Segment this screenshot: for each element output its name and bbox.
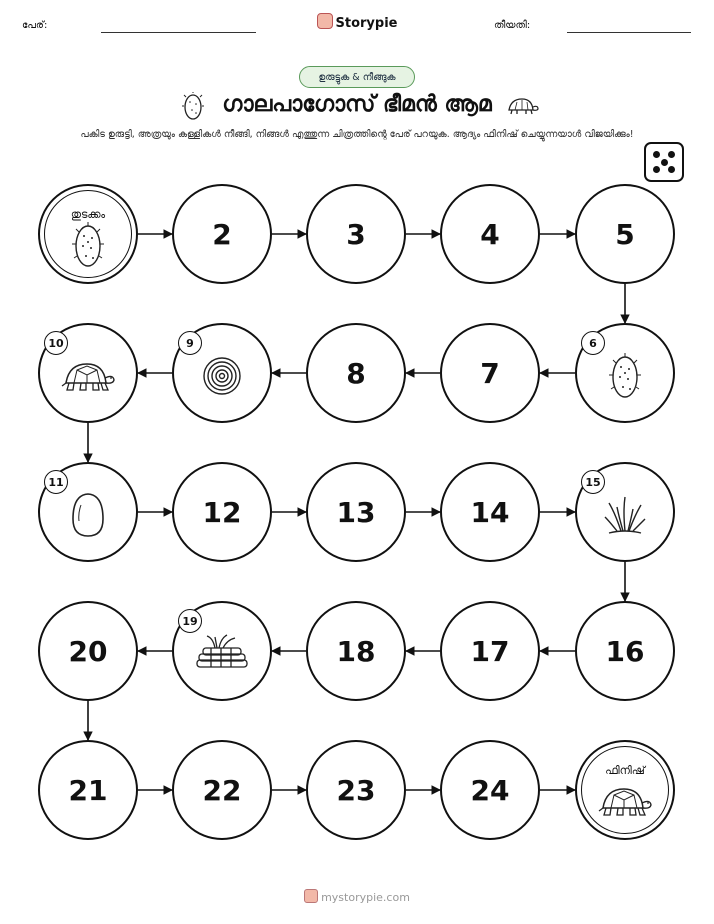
space-number: 24 [470,773,510,807]
board-space [306,323,406,423]
game-type-tag: ഉരുട്ടുക & നീങ്ങുക [299,66,415,88]
space-number: 16 [605,634,645,668]
space-number: 17 [470,634,510,668]
picture-space [172,601,272,701]
board-space [172,740,272,840]
finish-label: ഫിനിഷ് [605,764,645,777]
name-label: പേര്: [22,20,48,31]
cactus-icon [608,351,642,401]
board-space [172,462,272,562]
footer-url: mystorypie.com [321,891,410,904]
board-space [38,601,138,701]
sugarcane-icon [193,634,251,674]
board-space [440,184,540,284]
space-number: 22 [202,773,242,807]
brand-name: Storypie [335,16,398,31]
start-label: തുടക്കം [70,208,106,221]
picture-space [38,462,138,562]
space-number-badge: 19 [178,609,202,633]
space-number-badge: 11 [44,470,68,494]
board-space [172,184,272,284]
space-number: 18 [336,634,376,668]
tortoise-icon [60,359,116,393]
space-number-badge: 6 [581,331,605,355]
board-space [575,184,675,284]
space-number-badge: 10 [44,331,68,355]
picture-space [172,323,272,423]
space-number: 23 [336,773,376,807]
board-space [306,601,406,701]
board-space [306,184,406,284]
picture-space [38,323,138,423]
space-number: 8 [346,356,366,390]
footer [0,889,714,904]
storypie-logo-icon [304,889,318,903]
space-number: 21 [68,773,108,807]
board-space [440,740,540,840]
finish-space [575,740,675,840]
space-number: 4 [480,217,500,251]
board-space [440,323,540,423]
board-space [38,740,138,840]
date-label: തീയതി: [494,20,531,31]
start-space [38,184,138,284]
space-number: 13 [336,495,376,529]
picture-space [575,462,675,562]
egg-icon [70,491,106,539]
space-number: 20 [68,634,108,668]
board-space [306,740,406,840]
board-space [440,601,540,701]
board-space [575,601,675,701]
space-number-badge: 9 [178,331,202,355]
space-number: 7 [480,356,500,390]
space-number: 5 [615,217,635,251]
space-number: 12 [202,495,242,529]
instructions: പകിട ഉരുട്ടി, അത്രയും കള്ളികൾ നീങ്ങി, നിങ്ങൾ എത്തുന്ന ചിത്രത്തിന്റെ പേര് പറയുക. ആദ്യം ഫിനിഷ് ചെയ്യുന്നയാൾ വിജയിക്കും! [80,129,634,140]
space-number-badge: 15 [581,470,605,494]
grass-icon [603,493,647,537]
space-number: 2 [212,217,232,251]
board-space [306,462,406,562]
space-number: 3 [346,217,366,251]
shell-pattern-icon [202,356,242,396]
board-space [440,462,540,562]
picture-space [575,323,675,423]
space-number: 14 [470,495,510,529]
page-title: ഗാലപാഗോസ് ഭീമൻ ആമ [222,92,492,117]
